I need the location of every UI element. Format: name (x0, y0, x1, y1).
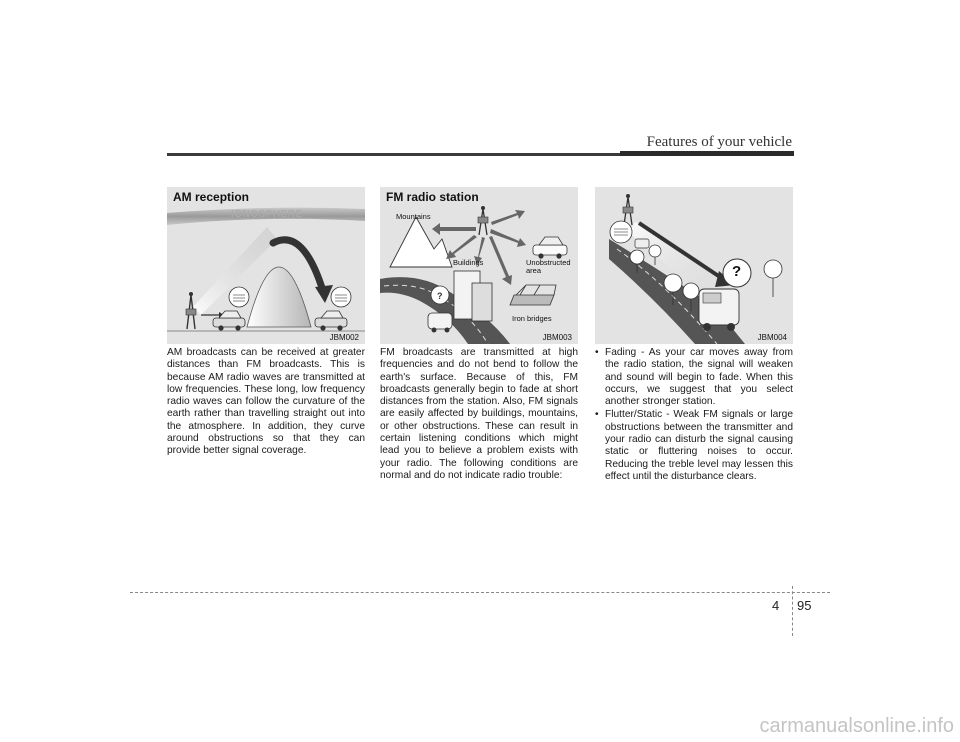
header-rule-accent (620, 151, 794, 156)
am-text-column: AM broadcasts can be received at greater distances than FM broadcasts. This is because AM radio waves are transmitted at low frequencies. These long, low frequency radio waves can follow the curvature of the earth rather than travelling straight out into the atmosphere. In addition, they curve around obstructions so that they can provide better signal coverage. (167, 347, 365, 457)
section-title: Features of your vehicle (646, 134, 792, 150)
hill-shape (247, 267, 311, 327)
fading-illustration (595, 187, 793, 344)
am-reception-figure (167, 187, 365, 344)
buildings-icon (454, 271, 492, 321)
list-item-flutter-static: • Flutter/Static - Weak FM signals or large obstructions between the transmitter and your radio can disturb the signal causing static or fluttering noises to occur. Reducing the treble level may lessen this effect until the disturbance clears. (595, 409, 793, 483)
fm-text-column: FM broadcasts are transmitted at high frequencies and do not bend to follow the earth's surface. Because of this, FM broadcasts generally begin to fade at short distances from the station. Also, FM signals are easily affected by buildings, mountains, or other obstructions. These can result in certain listening conditions which might lead you to believe a problem exists with your radio. The following conditions are normal and do not indicate radio trouble: (380, 347, 578, 481)
iron-bridge-icon (510, 285, 556, 305)
speech-bubble-icon (610, 221, 632, 243)
footer-divider (792, 586, 793, 636)
fm-station-figure (380, 187, 578, 344)
car-on-road-icon (428, 313, 452, 333)
fm-station-title: FM radio station (386, 190, 479, 204)
conditions-column (595, 347, 793, 484)
mountains-label: Mountains (396, 212, 431, 221)
chapter-number: 4 (772, 598, 780, 613)
car-icon-right (315, 311, 347, 331)
car-unobstructed-icon (533, 237, 567, 259)
fm-tower-icon (478, 206, 488, 235)
conditions-list (595, 347, 793, 483)
ionosphere-label: IONOSPHERE (231, 209, 303, 220)
fading-figure (595, 187, 793, 344)
footer-rule (130, 592, 830, 593)
watermark-text: carmanualsonline.info (759, 715, 954, 737)
buildings-label: Buildings (453, 258, 484, 267)
svg-text:?: ? (437, 291, 443, 301)
wave-arrow-head (315, 285, 333, 303)
fm-figure-code: JBM003 (542, 333, 572, 342)
am-reception-title: AM reception (173, 190, 250, 204)
fade-question-mark: ? (732, 263, 742, 280)
small-car-icon (635, 239, 649, 248)
speech-bubble-right-icon (331, 287, 351, 307)
fading-figure-code: JBM004 (757, 333, 787, 342)
am-figure-code: JBM002 (329, 333, 359, 342)
iron-bridges-label: Iron bridges (512, 314, 552, 323)
tower-icon (623, 194, 633, 225)
unobstructed-label-line2: area (526, 266, 542, 275)
page-number: 95 (797, 598, 812, 613)
mountain-shape (390, 217, 452, 267)
question-bubble-icon (431, 286, 449, 304)
transmitter-tower-icon (186, 292, 196, 329)
list-item-fading: • Fading - As your car moves away from the radio station, the signal will weaken and sound will begin to fade. When this occurs, we suggest that you select another stronger station. (595, 347, 793, 408)
unobstructed-label-line1: Unobstructed (526, 258, 571, 267)
car-icon-left (213, 311, 245, 331)
van-icon (699, 289, 739, 331)
speech-bubble-left-icon (229, 287, 249, 307)
